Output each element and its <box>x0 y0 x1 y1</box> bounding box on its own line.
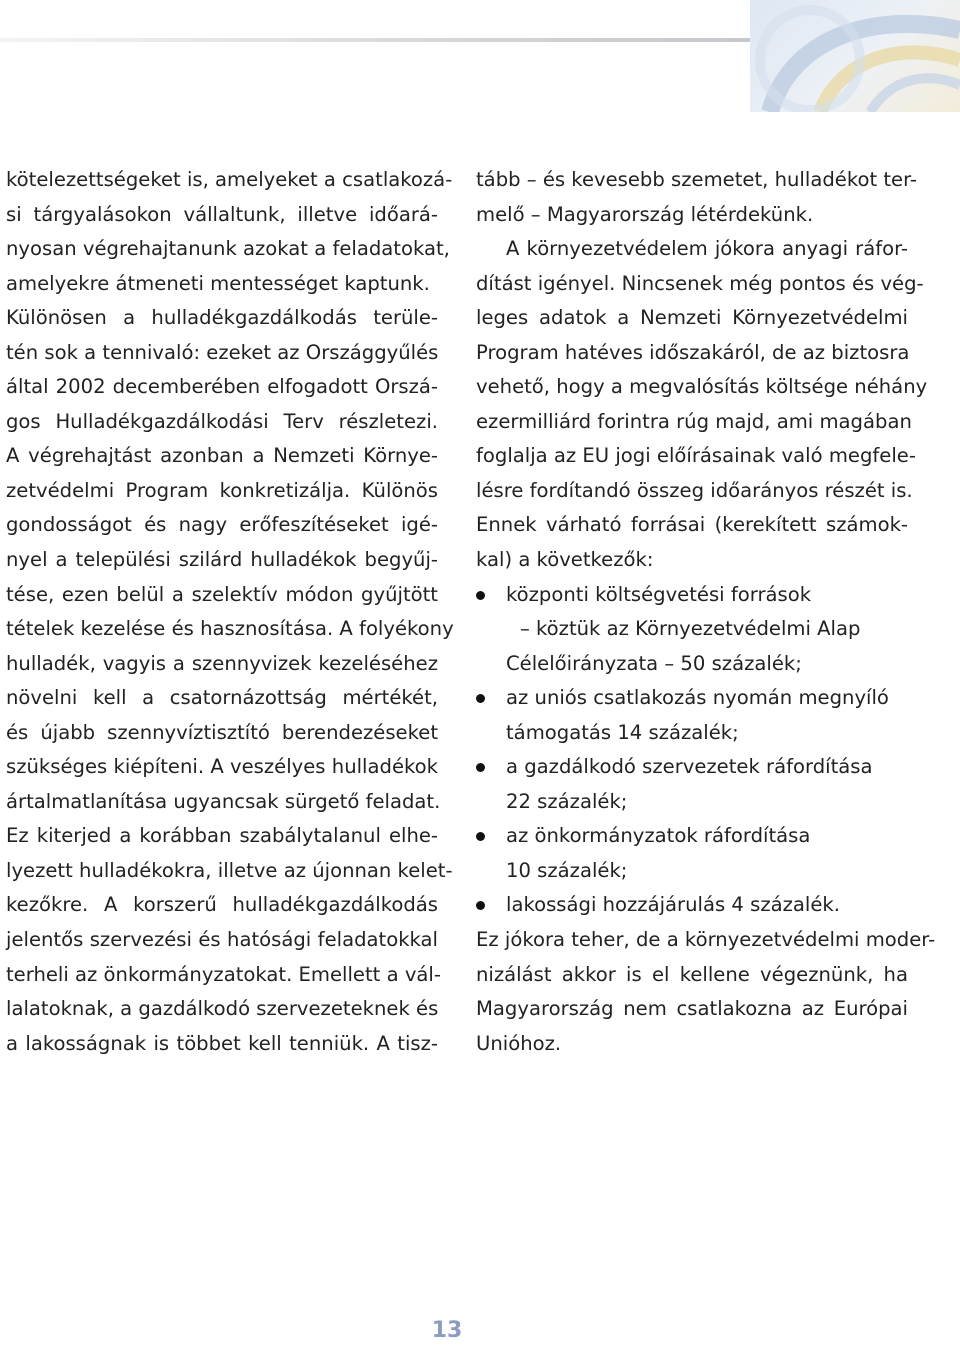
list-item-text: az uniós csatlakozás nyomán megnyíló <box>476 681 908 716</box>
text-line: ezermilliárd forintra rúg majd, ami magában <box>476 409 912 433</box>
list-item-text: 22 százalék; <box>506 789 628 813</box>
list-item <box>476 750 908 819</box>
text-line: vehető, hogy a megvalósítás költsége néhány <box>476 375 928 399</box>
text-line: a lakosságnak is többet kell tenniük. A tisz- <box>6 1031 438 1055</box>
text-line: nyosan végrehajtanunk azokat a feladatokat, <box>6 237 450 261</box>
text-line: tételek kezelése és hasznosítása. A folyékony <box>6 617 454 641</box>
list-item-text: a gazdálkodó szervezetek ráfordítása <box>476 750 908 785</box>
text-line: Program hatéves időszakáról, de az biztosra <box>476 340 910 364</box>
intro-paragraph <box>476 163 917 232</box>
text-line: Ennek várható forrásai (kerekített számok- <box>476 513 908 537</box>
text-line: és újabb szennyvíztisztító berendezéseket <box>6 720 438 744</box>
text-line: tése, ezen belül a szelektív módon gyűjtött <box>6 582 438 606</box>
text-line: hulladék, vagyis a szennyvizek kezeléséhez <box>6 651 438 675</box>
list-item-text: támogatás 14 százalék; <box>506 720 739 744</box>
costs-paragraph <box>476 232 928 577</box>
list-item-text: 10 százalék; <box>506 858 628 882</box>
funding-sources-list <box>476 578 908 923</box>
text-line: kötelezettségeket is, amelyeket a csatlakozá- <box>6 168 453 191</box>
text-line: Különösen a hulladékgazdálkodás terüle- <box>6 306 438 330</box>
text-line: A végrehajtást azonban a Nemzeti Környe- <box>6 444 438 468</box>
text-line: lyezett hulladékokra, illetve az újonnan kelet- <box>6 858 453 882</box>
text-line: melő – Magyarország létérdekünk. <box>476 202 814 226</box>
closing-paragraph <box>476 923 936 1061</box>
text-line: nyel a települési szilárd hulladékok begyűj- <box>6 548 438 572</box>
left-text-column <box>6 163 454 1061</box>
text-line: zetvédelmi Program konkretizálja. Különös <box>6 478 438 502</box>
text-line: Unióhoz. <box>476 1031 562 1055</box>
text-line: Ez jókora teher, de a környezetvédelmi moder- <box>476 928 936 952</box>
text-line: dítást igényel. Nincsenek még pontos és vég- <box>476 271 924 295</box>
text-line: tén sok a tennivaló: ezeket az Országgyűlés <box>6 340 439 364</box>
text-line: Magyarország nem csatlakozna az Európai <box>476 997 908 1021</box>
text-line: amelyekre átmeneti mentességet kaptunk. <box>6 271 430 295</box>
text-line: terheli az önkormányzatokat. Emellett a vál- <box>6 962 441 986</box>
list-item <box>476 888 908 923</box>
text-line: Ez kiterjed a korábban szabálytalanul elhe- <box>6 824 438 848</box>
text-line: A környezetvédelem jókora anyagi ráfor- <box>506 237 908 261</box>
text-line: által 2002 decemberében elfogadott Orszá- <box>6 375 438 399</box>
list-item <box>476 578 908 682</box>
text-line: lésre fordítandó összeg időarányos részét is. <box>476 478 913 502</box>
list-item-text: lakossági hozzájárulás 4 százalék. <box>476 888 908 923</box>
right-text-column <box>476 163 936 1061</box>
list-item <box>476 819 908 888</box>
text-line: nizálást akkor is el kellene végeznünk, ha <box>476 962 908 986</box>
text-line: kezőkre. A korszerű hulladékgazdálkodás <box>6 893 438 917</box>
list-item-text: központi költségvetési források <box>476 578 908 613</box>
text-line: gondosságot és nagy erőfeszítéseket igé- <box>6 513 438 537</box>
list-item-subtext: – köztük az Környezetvédelmi Alap <box>520 617 861 641</box>
text-line: szükséges kiépíteni. A veszélyes hulladékok <box>6 755 438 779</box>
corner-logo-graphic <box>750 0 960 112</box>
text-line: si tárgyalásokon vállaltunk, illetve időará- <box>6 202 438 226</box>
text-line: kal) a következők: <box>476 548 654 572</box>
list-item <box>476 681 908 750</box>
list-item-text: az önkormányzatok ráfordítása <box>476 819 908 854</box>
logo-swirl-icon <box>750 0 960 112</box>
text-line: lalatoknak, a gazdálkodó szervezeteknek és <box>6 997 439 1021</box>
text-line: növelni kell a csatornázottság mértékét, <box>6 686 438 710</box>
text-line: foglalja az EU jogi előírásainak való megfele- <box>476 444 916 468</box>
page-number: 13 <box>431 1318 463 1343</box>
text-line: leges adatok a Nemzeti Környezetvédelmi <box>476 306 908 330</box>
list-item-subtext: Célelőirányzata – 50 százalék; <box>506 651 802 675</box>
text-line: jelentős szervezési és hatósági feladatokkal <box>6 928 438 952</box>
text-line: gos Hulladékgazdálkodási Terv részletezi. <box>6 409 438 433</box>
text-line: tább – és kevesebb szemetet, hulladékot ter- <box>476 168 917 191</box>
text-line: ártalmatlanítása ugyancsak sürgető feladat. <box>6 789 441 813</box>
header-rule <box>0 38 760 42</box>
